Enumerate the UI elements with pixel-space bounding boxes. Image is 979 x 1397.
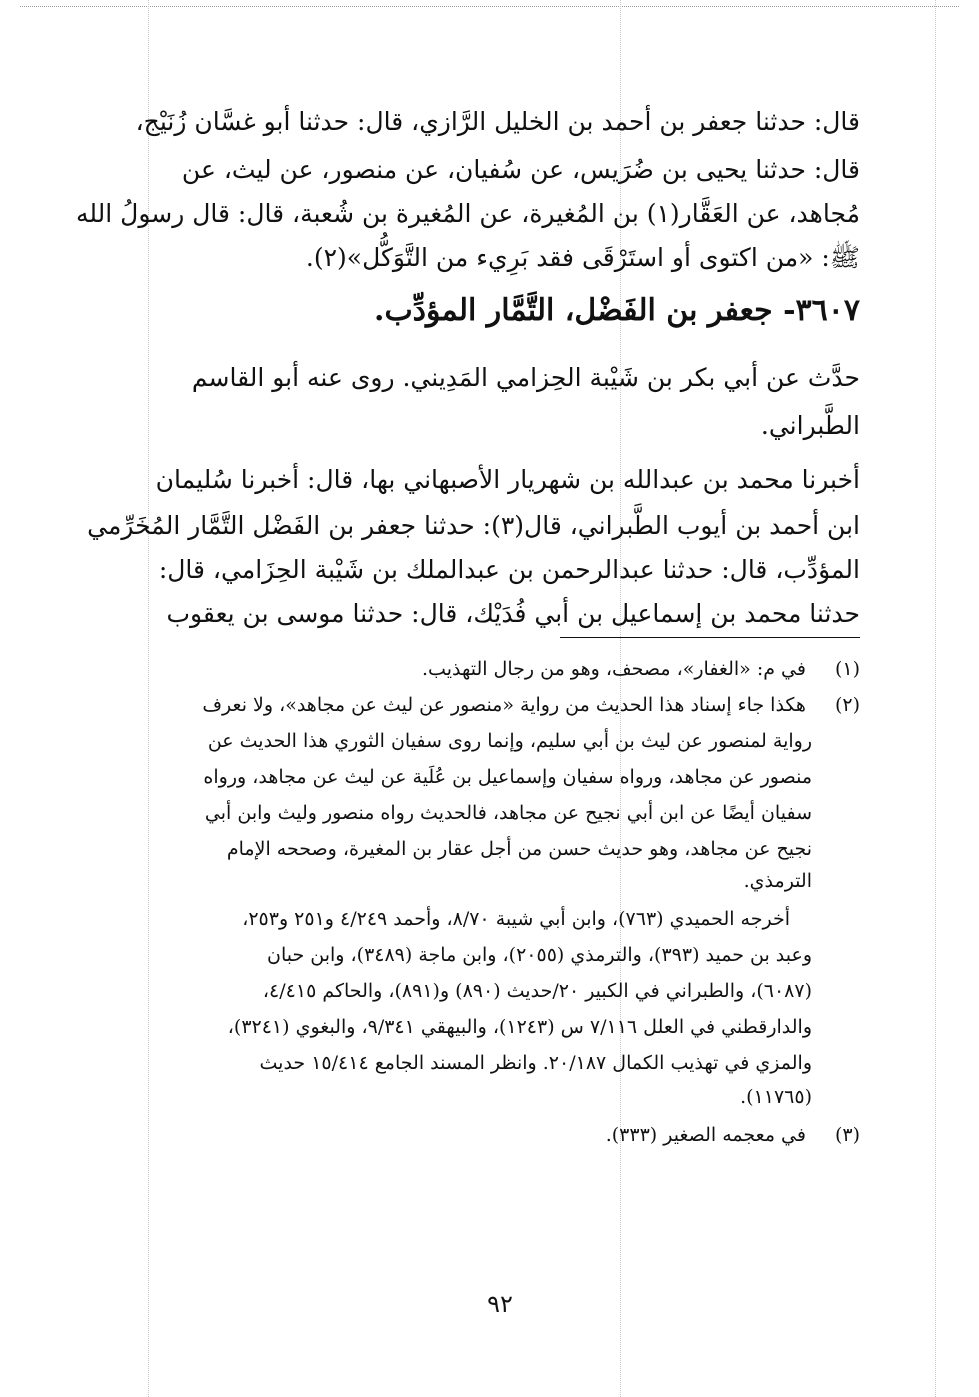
footnote-text: سفيان أيضًا عن ابن أبي نجيح عن مجاهد، فالحديث رواه منصور وليث وابن أبي (204, 802, 812, 824)
scan-guide-line (935, 0, 936, 1397)
footnote-text: والدارقطني في العلل ٧/١١٦ س (١٢٤٣)، والبيهقي ٩/٣٤١، والبغوي (٣٢٤١)، (227, 1016, 812, 1038)
footnote-number: (٢) (834, 694, 860, 716)
body-line: ﷺ: «من اكتوى أو استَرْقَى فقد بَرِيء من التَّوَكُّل»(٢). (305, 243, 860, 272)
footnote-text: منصور عن مجاهد، ورواه سفيان وإسماعيل بن عُلَية عن ليث عن مجاهد، ورواه (203, 766, 812, 788)
footnote-text: (٦٠٨٧)، والطبراني في الكبير ٢٠/حديث (٨٩٠) و(٨٩١)، والحاكم ٤/٤١٥، (262, 980, 812, 1002)
footnote-text: وعبد بن حميد (٣٩٣)، والترمذي (٢٠٥٥)، وابن ماجة (٣٤٨٩)، وابن حبان (267, 944, 812, 966)
footnote-text: الترمذي. (743, 870, 812, 892)
bio-line: الطَّبراني. (760, 411, 860, 440)
footnote-text: والمزي في تهذيب الكمال ٢٠/١٨٧. وانظر المسند الجامع ١٥/٤١٤ حديث (259, 1052, 812, 1074)
body-line: قال: حدثنا يحيى بن ضُرَيس، عن سُفيان، عن منصور، عن ليث، عن (181, 155, 860, 184)
bio-line: حدَّث عن أبي بكر بن شَيْبة الحِزامي المَدِيني. روى عنه أبو القاسم (191, 363, 860, 392)
footnote-text: (١١٧٦٥). (740, 1086, 812, 1108)
footnote-number: (١) (834, 658, 860, 680)
footnote-2 (140, 690, 860, 720)
entry-heading: ٣٦٠٧- جعفر بن الفَضْل، التَّمَّار المؤدِّب. (374, 293, 860, 328)
footnote-number: (٣) (834, 1124, 860, 1146)
footnote-1 (140, 654, 860, 684)
footnote-3 (140, 1120, 860, 1150)
body-line: مُجاهد، عن العَقَّار(١) بن المُغيرة، عن المُغيرة بن شُعبة، قال: قال رسولُ الله (75, 199, 860, 228)
footnote-text: في م: «الغفار»، مصحف، وهو من رجال التهذيب. (422, 658, 806, 680)
page-number: ٩٢ (487, 1290, 513, 1318)
top-rule (20, 6, 959, 7)
isnad-line: أخبرنا محمد بن عبدالله بن شهريار الأصبهاني بها، قال: أخبرنا سُليمان (155, 465, 860, 494)
footnote-separator (560, 637, 860, 638)
isnad-line: المؤدِّب، قال: حدثنا عبدالرحمن بن عبدالملك بن شَيْبة الحِزَامي، قال: (158, 555, 860, 584)
footnote-text: في معجمه الصغير (٣٣٣). (605, 1124, 806, 1146)
body-line: قال: حدثنا جعفر بن أحمد بن الخليل الرَّازي، قال: حدثنا أبو غسَّان زُنَيْج، (135, 107, 860, 136)
footnote-text: رواية لمنصور عن ليث بن أبي سليم، وإنما روى سفيان الثوري هذا الحديث عن (207, 730, 812, 752)
isnad-line: ابن أحمد بن أيوب الطَّبراني، قال(٣): حدثنا جعفر بن الفَضْل التَّمَّار المُخَرِّمي (87, 511, 860, 540)
footnote-text: هكذا جاء إسناد هذا الحديث من رواية «منصور عن ليث عن مجاهد»، ولا نعرف (202, 694, 806, 716)
footnote-text: نجيح عن مجاهد، وهو حديث حسن من أجل عقار بن المغيرة، وصححه الإمام (226, 838, 812, 860)
isnad-line: حدثنا محمد بن إسماعيل بن أبي فُدَيْك، قال: حدثنا موسى بن يعقوب (166, 599, 860, 628)
footnote-text: أخرجه الحميدي (٧٦٣)، وابن أبي شيبة ٨/٧٠، وأحمد ٤/٢٤٩ و٢٥١ و٢٥٣، (242, 908, 790, 930)
